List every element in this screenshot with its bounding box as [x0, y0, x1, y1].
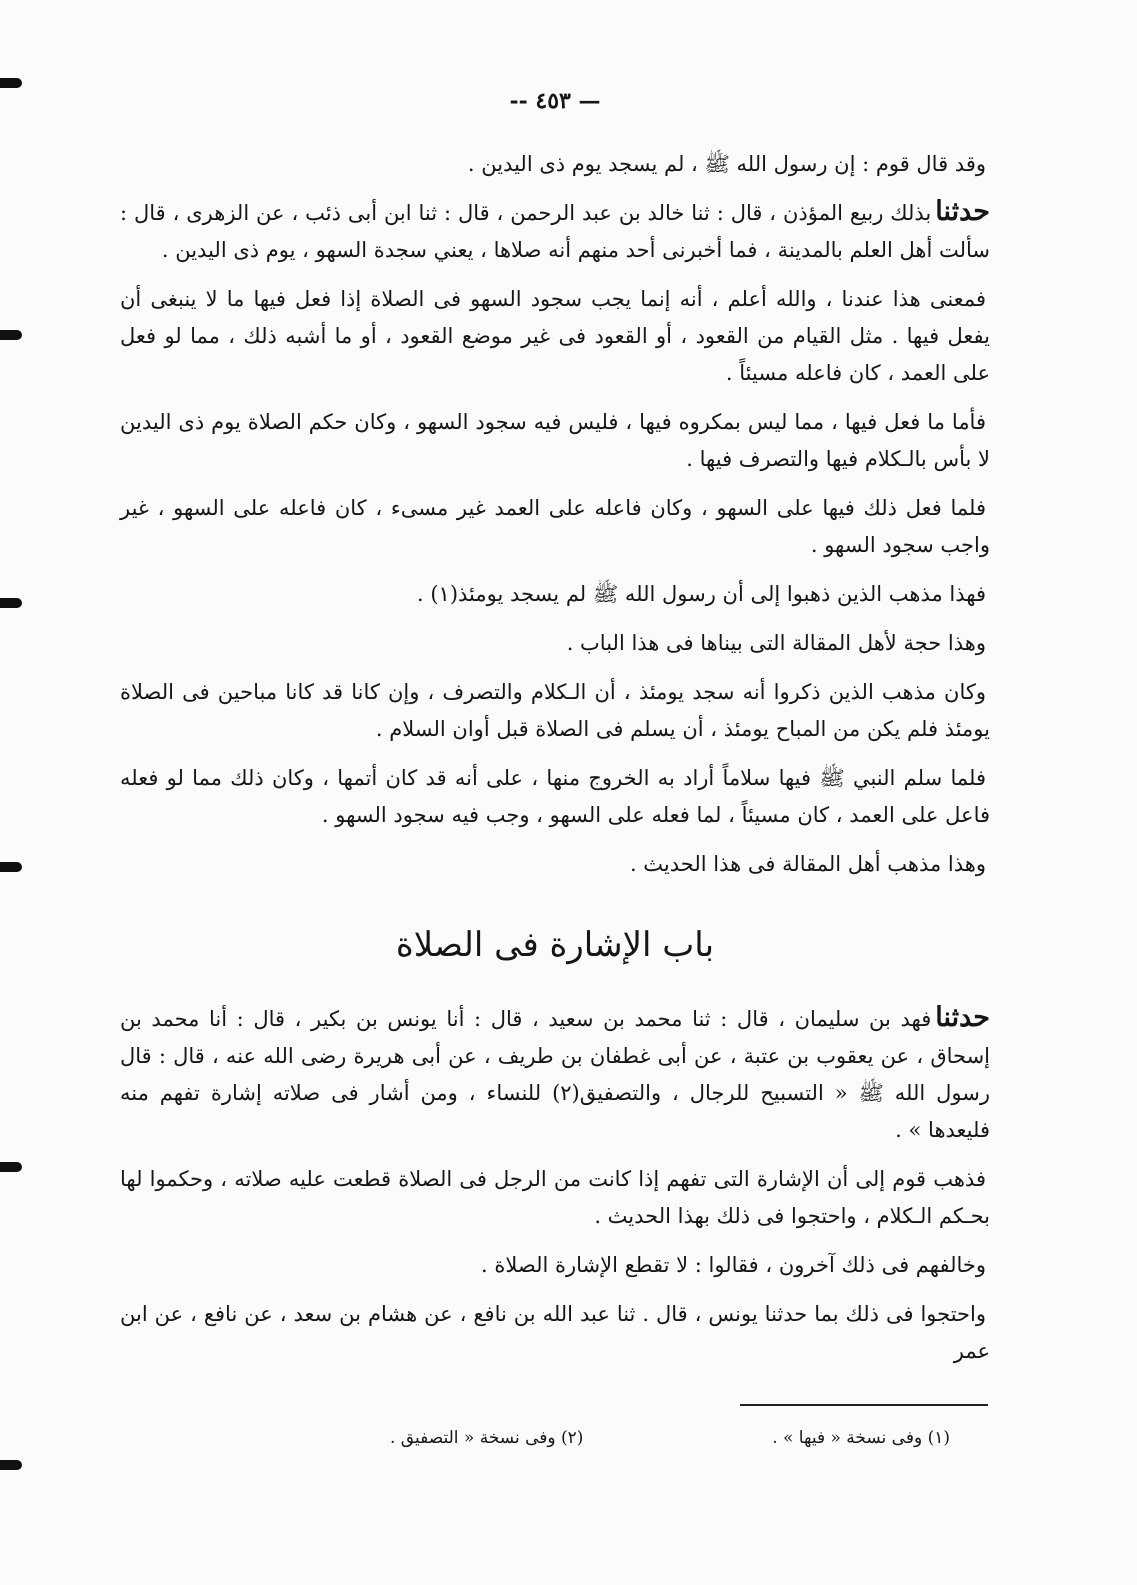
page-number: — ٤٥٣ -- — [509, 88, 601, 114]
paragraph — [120, 844, 990, 883]
paragraph-lead-word: حدثنا — [935, 196, 990, 227]
paragraph — [120, 1245, 990, 1284]
paragraph — [120, 1159, 990, 1235]
paragraph-text: وخالفهم فى ذلك آخرون ، فقالوا : لا تقطع الإشارة الصلاة . — [480, 1253, 986, 1277]
paragraph — [120, 672, 990, 748]
paragraph-text: بذلك ربيع المؤذن ، قال : ثنا خالد بن عبد الرحمن ، قال : ثنا ابن أبى ذئب ، عن الزهرى ، قال : سألت أهل العلم بالمدينة ، فما أخبرنى أحد منهم أنه صلاها ، يعني سجدة السهو ، يوم ذى اليدين . — [120, 201, 990, 262]
paragraph-text: فذهب قوم إلى أن الإشارة التى تفهم إذا كانت من الرجل فى الصلاة قطعت عليه صلاته ، وحكموا لها بحـكم الـكلام ، واحتجوا فى ذلك بهذا الحديث . — [120, 1167, 990, 1228]
paragraph — [120, 488, 990, 564]
paragraph-text: فمعنى هذا عندنا ، والله أعلم ، أنه إنما يجب سجود السهو فى الصلاة إذا فعل فيها ما لا ينبغى أن يفعل فيها . مثل القيام من القعود ، أو القعود فى غير موضع القعود ، أو ما أشبه ذلك ، مما لو فعل على العمد ، كان فاعله مسيئاً . — [120, 287, 990, 385]
paragraph-text: فهد بن سليمان ، قال : ثنا محمد بن سعيد ، قال : أنا يونس بن بكير ، قال : أنا محمد بن إسحاق ، عن يعقوب بن عتبة ، عن أبى غطفان بن طريف ، عن أبى هريرة رضى الله عنه ، قال : قال رسول الله ﷺ « التسبيح للرجال ، والتصفيق(٢) للنساء ، ومن أشار فى صلاته إشارة تفهم منه فليعدها » . — [120, 1007, 990, 1142]
paragraph-text: وهذا مذهب أهل المقالة فى هذا الحديث . — [629, 852, 986, 876]
paragraph — [120, 999, 990, 1149]
paragraph — [120, 1294, 990, 1370]
paragraph — [120, 279, 990, 392]
paragraph-text: وهذا حجة لأهل المقالة التى بيناها فى هذا الباب . — [566, 631, 986, 655]
document-page — [120, 88, 990, 1380]
paragraph — [120, 758, 990, 834]
footnote-2: (٢) وفى نسخة « التصفيق . — [390, 1428, 584, 1448]
paragraph — [120, 623, 990, 662]
scan-edge-mark — [0, 78, 22, 88]
paragraph-text: وقد قال قوم : إن رسول الله ﷺ ، لم يسجد يوم ذى اليدين . — [467, 152, 986, 176]
scan-edge-mark — [0, 598, 22, 608]
paragraph-text: فهذا مذهب الذين ذهبوا إلى أن رسول الله ﷺ لم يسجد يومئذ(١) . — [416, 582, 986, 606]
paragraph-text: واحتجوا فى ذلك بما حدثنا يونس ، قال . ثنا عبد الله بن نافع ، عن هشام بن سعد ، عن نافع ، عن ابن عمر — [120, 1302, 990, 1363]
paragraph — [120, 193, 990, 269]
paragraph-text: فلما فعل ذلك فيها على السهو ، وكان فاعله على العمد غير مسىء ، كان فاعله على السهو ، غير واجب سجود السهو . — [120, 496, 990, 557]
scan-edge-mark — [0, 1460, 22, 1470]
scan-edge-mark — [0, 330, 22, 340]
paragraph — [120, 144, 990, 183]
paragraph-text: فأما ما فعل فيها ، مما ليس بمكروه فيها ، فليس فيه سجود السهو ، وكان حكم الصلاة يوم ذى اليدين لا بأس بالـكلام فيها والتصرف فيها . — [120, 410, 990, 471]
chapter-title: باب الإشارة فى الصلاة — [395, 925, 715, 965]
scan-edge-mark — [0, 1162, 22, 1172]
paragraph-text: وكان مذهب الذين ذكروا أنه سجد يومئذ ، أن الـكلام والتصرف ، وإن كانا قد كانا مباحين فى الصلاة يومئذ فلم يكن من المباح يومئذ ، أن يسلم فى الصلاة قبل أوان السلام . — [120, 680, 990, 741]
footnotes — [390, 1428, 950, 1448]
paragraph-lead-word: حدثنا — [935, 1002, 990, 1033]
paragraph — [120, 402, 990, 478]
footnote-divider — [740, 1404, 988, 1406]
footnote-1: (١) وفى نسخة « فيها » . — [772, 1428, 950, 1448]
paragraph-text: فلما سلم النبي ﷺ فيها سلاماً أراد به الخروج منها ، على أنه قد كان أتمها ، وكان ذلك مما لو فعله فاعل على العمد ، كان مسيئاً ، لما فعله على السهو ، وجب فيه سجود السهو . — [120, 766, 990, 827]
scan-edge-mark — [0, 862, 22, 872]
paragraph — [120, 574, 990, 613]
